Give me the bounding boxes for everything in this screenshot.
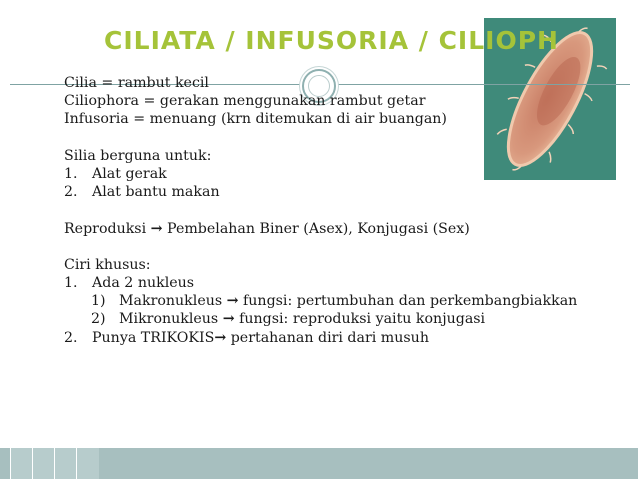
slide-body — [64, 74, 624, 347]
list-text: Alat bantu makan — [92, 184, 220, 201]
footer-tile — [76, 448, 99, 479]
text-segment: Reproduksi — [64, 220, 151, 237]
list-item — [64, 274, 624, 292]
arrow-icon: → — [226, 293, 239, 310]
text-segment: fungsi: pertumbuhan dan perkembangbiakkan — [238, 293, 578, 310]
left-strip — [0, 0, 10, 448]
arrow-icon: → — [214, 329, 227, 346]
spacer — [64, 129, 624, 147]
list-number: 1. — [64, 275, 78, 292]
text-segment: pertahanan diri dari musuh — [226, 329, 429, 346]
list-number: 1. — [64, 165, 78, 182]
text-segment: Punya TRIKOKIS — [92, 329, 215, 346]
list-item — [64, 329, 624, 347]
text-line: Ciliophora = gerakan menggunakan rambut getar — [64, 93, 426, 110]
footer-tile — [32, 448, 55, 479]
footer-tile — [54, 448, 77, 479]
text-line: Cilia = rambut kecil — [64, 75, 209, 91]
list-item — [64, 165, 624, 183]
text-line: Infusoria = menuang (krn ditemukan di air buangan) — [64, 111, 447, 128]
text-line: Ciri khusus: — [64, 256, 151, 273]
slide-title: CILIATA / INFUSORIA / CILIOPH — [104, 26, 559, 55]
text-line — [64, 220, 624, 238]
list-number: 2) — [91, 311, 106, 328]
spacer — [64, 238, 624, 256]
list-number: 1) — [91, 293, 106, 310]
text-segment: Pembelahan Biner (Asex), Konjugasi (Sex) — [162, 220, 470, 237]
text-line: Silia berguna untuk: — [64, 147, 212, 164]
list-text: Alat gerak — [92, 165, 167, 182]
list-number: 2. — [64, 329, 78, 346]
list-text: Ada 2 nukleus — [92, 275, 195, 292]
sub-list-item — [64, 310, 624, 328]
spacer — [64, 201, 624, 219]
sub-list-item — [64, 292, 624, 310]
arrow-icon: → — [150, 220, 163, 237]
text-segment: Mikronukleus — [119, 311, 223, 328]
text-segment: Makronukleus — [119, 293, 227, 310]
list-number: 2. — [64, 184, 78, 201]
text-segment: fungsi: reproduksi yaitu konjugasi — [234, 311, 486, 328]
list-item — [64, 183, 624, 201]
arrow-icon: → — [222, 311, 235, 328]
footer-tile — [10, 448, 33, 479]
